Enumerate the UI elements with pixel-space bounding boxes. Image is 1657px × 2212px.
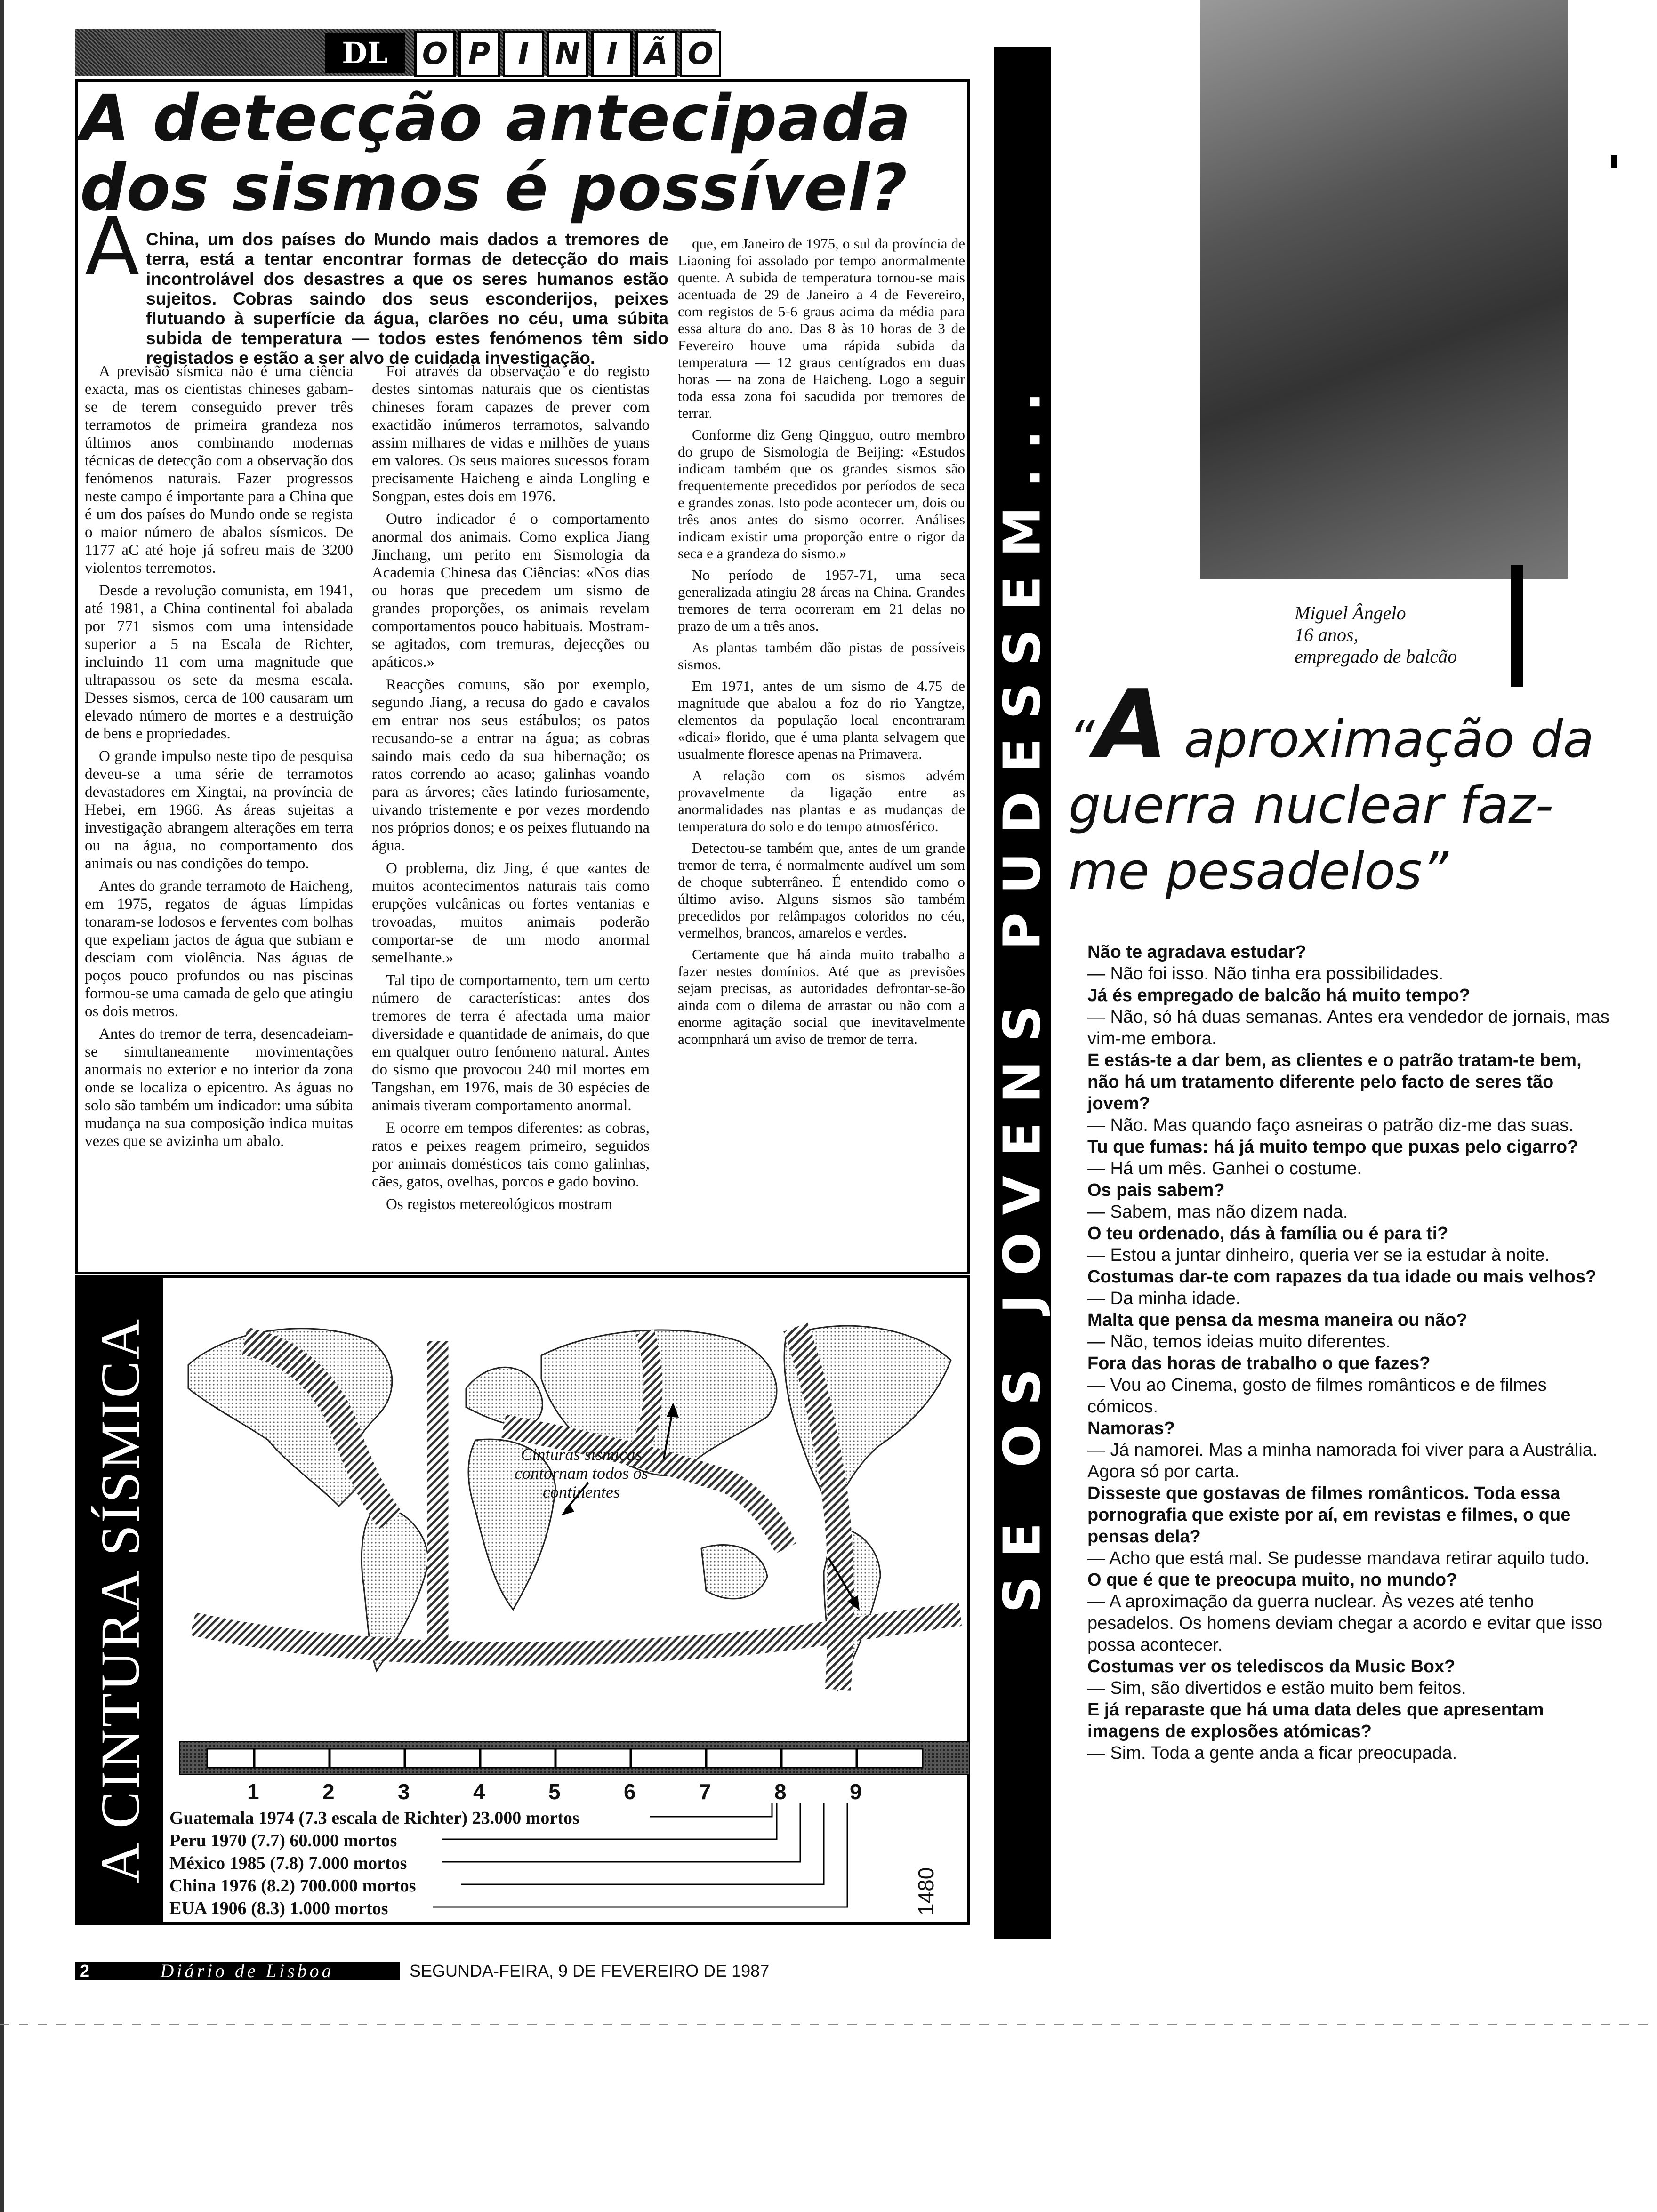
section-title — [414, 31, 724, 74]
quake-entry: EUA 1906 (8.3) 1.000 mortos — [169, 1899, 388, 1918]
paragraph: Antes do grande terramoto de Haicheng, em 1975, regatos de águas límpidas tonaram-se lodosos e ferventes com bolhas que expeliam jactos de água que subiam e desciam com violência. Nas águas de poços pouco profundos ou nas piscinas formou-se uma camada de gelo que atingiu os dois metros. — [85, 878, 353, 1020]
interview-question: Disseste que gostavas de filmes românticos. Toda essa pornografia que existe por aí, em revistas e filmes, o que pensas dela? — [1087, 1483, 1571, 1547]
portrait-photo — [1200, 0, 1568, 579]
photo-edge — [1511, 565, 1523, 687]
section-title-letter: I — [503, 31, 544, 77]
interview-question: O teu ordenado, dás à família ou é para ti? — [1087, 1224, 1448, 1243]
section-logo: DL — [325, 33, 405, 73]
paragraph: Antes do tremor de terra, desencadeiam-se simultaneamente movimentações anormais no exterior e no interior da zona onde se localiza o epicentro. As águas no solo são também um indicador: uma súbita mudança na sua composição indica muitas vezes que se avizinha um abalo. — [85, 1026, 353, 1150]
scale-number: 5 — [548, 1779, 561, 1804]
paragraph: As plantas também dão pistas de possíveis sismos. — [678, 639, 965, 673]
map-caption: Cinturas sísmicas contornam todos os continentes — [514, 1445, 648, 1501]
scale-number: 4 — [473, 1779, 485, 1804]
section-title-letter: O — [680, 31, 721, 77]
section-title-letter: Ã — [635, 31, 677, 77]
interview-question: Costumas dar-te com rapazes da tua idade ou mais velhos? — [1087, 1267, 1597, 1287]
paragraph: Outro indicador é o comportamento anormal dos animais. Como explica Jiang Jinchang, um perito em Sismologia da Academia Chinesa das Ciências: «Nos dias ou horas que precedem um sismo de grandes proporções, os animais revelam comportamentos pouco habituais. Mostram-se agitados, com tremuras, dejecções ou apáticos.» — [372, 511, 650, 671]
interview-question: Malta que pensa da mesma maneira ou não? — [1087, 1310, 1467, 1330]
scale-number: 6 — [624, 1779, 636, 1804]
paragraph: Desde a revolução comunista, em 1941, até 1981, a China continental foi abalada por 771 sismos com uma intensidade superior a 5 na Escala de Richter, incluindo 11 com uma magnitude que ultrapassou os sete da mesma escala. Desses sismos, cerca de 100 causaram um elevado número de mortes e a destruição de bens e propriedades. — [85, 582, 353, 742]
paragraph: A previsão sísmica não é uma ciência exacta, mas os cientistas chineses gabam-se de terem conseguido prever três terramotos de primeira grandeza nos últimos anos combinando modernas técnicas de detecção com a observação dos fenómenos naturais. Fazer progressos neste campo é importante para a China que é um dos países do Mundo onde se regista o maior número de abalos sísmicos. De 1177 aC até hoje já sofreu mais de 3200 violentos terremotos. — [85, 363, 353, 577]
caption-name: Miguel Ângelo — [1295, 602, 1406, 624]
pull-quote-text: aproximação da guerra nuclear faz-me pesadelos — [1069, 710, 1594, 901]
article-column-3 — [678, 235, 965, 1052]
interview-question: E já reparaste que há uma data deles que apresentam imagens de explosões atómicas? — [1087, 1700, 1544, 1741]
interview-answer: — Vou ao Cinema, gosto de filmes românticos e de filmes cómicos. — [1087, 1375, 1547, 1417]
interview-answer: — Da minha idade. — [1087, 1289, 1241, 1308]
scale-number: 7 — [699, 1779, 711, 1804]
paragraph: A relação com os sismos advém provavelmente da ligação entre as anormalidades nas plantas e as mudanças de temperatura do solo e do tempo atmosférico. — [678, 767, 965, 834]
ink-mark — [1611, 155, 1617, 168]
graphic-code: 1480 — [914, 1867, 938, 1915]
richter-scale-bar — [179, 1741, 970, 1775]
interview-question: Tu que fumas: há já muito tempo que puxas pelo cigarro? — [1087, 1137, 1578, 1157]
interview-answer: — Estou a juntar dinheiro, queria ver se ia estudar à noite. — [1087, 1245, 1550, 1265]
article-lead-text: China, um dos países do Mundo mais dados a tremores de terra, está a tentar encontrar formas de detecção do mais incontrolável dos desastres a que os seres humanos estão sujeitos. Cobras saindo dos seus esconderijos, peixes flutuando à superfície da água, clarões no céu, uma súbita subida de temperatura — todos estes fenómenos têm sido registados e estão a ser alvo de cuidada investigação. — [146, 230, 668, 368]
paragraph: Detectou-se também que, antes de um grande tremor de terra, é normalmente audível um som de choque subterrâneo. É entendido como o último aviso. Alguns sismos são também precedidos por relâmpagos coloridos no céu, vermelhos, brancos, amarelos e verdes. — [678, 840, 965, 941]
paragraph: E ocorre em tempos diferentes: as cobras, ratos e peixes reagem primeiro, seguidos por animais domésticos tais como galinhas, cães, gatos, ovelhas, porcos e gado bovino. — [372, 1120, 650, 1190]
scale-number: 9 — [850, 1779, 862, 1804]
paragraph: O grande impulso neste tipo de pesquisa deveu-se a uma série de terramotos devastadores em Xingtai, na província de Hebei, em 1966. As áreas sujeitas a investigação abrangem alterações em terra ou na água, no comportamento dos animais ou nas condições do tempo. — [85, 748, 353, 872]
vertical-title-text: SE OS JOVENS PUDESSEM... — [993, 373, 1052, 1613]
interview — [1087, 941, 1610, 1764]
interview-answer: — A aproximação da guerra nuclear. Às vezes até tenho pesadelos. Os homens deviam chegar a acordo e evitar que isso possa acontecer. — [1087, 1592, 1603, 1655]
interview-question: Não te agradava estudar? — [1087, 942, 1306, 962]
issue-date: SEGUNDA-FEIRA, 9 DE FEVEREIRO DE 1987 — [410, 1961, 770, 1980]
vertical-title — [994, 47, 1051, 1939]
interview-answer: — Há um mês. Ganhei o costume. — [1087, 1159, 1362, 1178]
paragraph: O problema, diz Jing, é que «antes de muitos acontecimentos naturais tais como erupções vulcânicas ou fortes ventanias e trovoadas, muitos animais poderão comportar-se de um modo anormal semelhante.» — [372, 860, 650, 966]
scale-number: 2 — [322, 1779, 335, 1804]
article-column-1 — [85, 362, 353, 1155]
paragraph: que, em Janeiro de 1975, o sul da província de Liaoning foi assolado por tempo anormalmente quente. A subida de temperatura tornou-se mais acentuada de 29 de Janeiro a 4 de Fevereiro, com registos de 5-6 graus acima da média para essa altura do ano. Das 8 às 10 horas de 3 de Fevereiro houve uma rápida subida da temperatura — 12 graus centígrados em duas horas — na zona de Haicheng. Logo a seguir toda essa zona foi sacudida por tremores de terrar. — [678, 235, 965, 421]
interview-answer: — Acho que está mal. Se pudesse mandava retirar aquilo tudo. — [1087, 1548, 1590, 1568]
pull-quote: “A aproximação da guerra nuclear faz-me pesadelos” — [1069, 670, 1594, 901]
pull-quote-initial: A — [1094, 670, 1168, 779]
paragraph: Foi através da observação e do registo destes sintomas naturais que os cientistas chineses foram capazes de prever com exactidão inúmeros terramotos, salvando assim milhares de vidas e milhões de yuans em valores. Os seus maiores sucessos foram precisamente Haicheng e ainda Longling e Songpan, estes dois em 1976. — [372, 363, 650, 505]
section-title-letter: O — [414, 31, 456, 77]
side-label — [78, 1278, 163, 1922]
paragraph: Tal tipo de comportamento, tem um certo número de características: antes dos tremores de terra é afectada uma maior diversidade e quantidade de animais, do que em qualquer outro fenómeno natural. Antes do sismo que provocou 240 mil mortes em Tangshan, em 1976, mais de 30 espécies de animais tiveram comportamento anormal. — [372, 972, 650, 1114]
photo-caption — [1295, 602, 1511, 667]
interview-question: Os pais sabem? — [1087, 1180, 1225, 1200]
paragraph: Os registos metereológicos mostram — [386, 1196, 613, 1213]
interview-question: Já és empregado de balcão há muito tempo? — [1087, 986, 1470, 1005]
caption-job: empregado de balcão — [1295, 646, 1457, 667]
quake-entry: Guatemala 1974 (7.3 escala de Richter) 23.000 mortos — [169, 1808, 579, 1828]
interview-answer: — Sabem, mas não dizem nada. — [1087, 1202, 1348, 1222]
caption-age: 16 anos, — [1295, 624, 1359, 645]
interview-question: O que é que te preocupa muito, no mundo? — [1087, 1570, 1457, 1590]
interview-question: Costumas ver os telediscos da Music Box? — [1087, 1657, 1456, 1676]
interview-answer: — Não, só há duas semanas. Antes era vendedor de jornais, mas vim-me embora. — [1087, 1007, 1609, 1049]
scale-number: 3 — [398, 1779, 410, 1804]
interview-answer: — Não foi isso. Não tinha era possibilidades. — [1087, 964, 1444, 984]
section-title-letter: N — [547, 31, 588, 77]
quake-entry: China 1976 (8.2) 700.000 mortos — [169, 1876, 416, 1896]
section-title-letter: P — [458, 31, 500, 77]
article-dropcap: A — [85, 200, 140, 294]
interview-answer: — Não, temos ideias muito diferentes. — [1087, 1332, 1391, 1352]
paragraph: No período de 1957-71, uma seca generalizada atingiu 28 áreas na China. Grandes tremores de terra ocorreram em 21 delas no prazo de um a três anos. — [678, 567, 965, 634]
newspaper-name: Diário de Lisboa — [160, 1960, 334, 1981]
scale-number: 8 — [774, 1779, 787, 1804]
interview-answer: — Já namorei. Mas a minha namorada foi viver para a Austrália. Agora só por carta. — [1087, 1440, 1598, 1482]
article-column-2 — [372, 362, 650, 1218]
side-label-text: A CINTURA SÍSMICA — [89, 1317, 151, 1883]
interview-question: Namoras? — [1087, 1419, 1175, 1438]
quake-entry: Peru 1970 (7.7) 60.000 mortos — [169, 1831, 397, 1851]
interview-answer: — Sim. Toda a gente anda a ficar preocupada. — [1087, 1743, 1457, 1763]
interview-answer: — Não. Mas quando faço asneiras o patrão diz-me das suas. — [1087, 1115, 1574, 1135]
interview-answer: — Sim, são divertidos e estão muito bem feitos. — [1087, 1678, 1466, 1698]
article-lead — [146, 230, 668, 368]
paragraph: Conforme diz Geng Qingguo, outro membro do grupo de Sismologia de Beijing: «Estudos indicam também que os grandes sismos são frequentemente precedidos por períodos de seca e grandes zonas. Isto pode acontecer um, dois ou três anos antes do sismo ocorrer. Análises indicam existir uma proporção entre o rigor da seca e a grandeza do sismo.» — [678, 426, 965, 561]
quake-entry: México 1985 (7.8) 7.000 mortos — [169, 1853, 407, 1873]
interview-question: Fora das horas de trabalho o que fazes? — [1087, 1354, 1431, 1373]
article-headline: A detecção antecipada dos sismos é possível? — [80, 81, 911, 225]
scale-number: 1 — [247, 1779, 259, 1804]
page-fold-line — [0, 2024, 1657, 2025]
section-title-letter: I — [591, 31, 633, 77]
page-edge — [0, 0, 4, 2212]
interview-question: E estás-te a dar bem, as clientes e o patrão tratam-te bem, não há um tratamento diferente pelo facto de seres tão jovem? — [1087, 1050, 1582, 1114]
paragraph: Certamente que há ainda muito trabalho a fazer nestes domínios. Até que as previsões sejam precisas, as autoridades defrontar-se-ão ainda com o dilema de arrastar ou não com a enorme agitação social que inevitavelmente acompnhará um aviso de tremor de terra. — [678, 946, 965, 1047]
page-number: 2 — [75, 1962, 94, 1980]
paragraph: Em 1971, antes de um sismo de 4.75 de magnitude que abalou a foz do rio Yangtze, elementos da população local encontraram «dicai» florido, que é uma planta selvagem que usualmente floresce apenas na Primavera. — [678, 678, 965, 762]
paragraph: Reacções comuns, são por exemplo, segundo Jiang, a recusa do gado e cavalos em entrar nos seus estábulos; os patos recusando-se a entrar na água; as cobras saindo mais cedo da sua hibernação; os ratos correndo ao acaso; galinhas voando para as árvores; cães latindo furiosamente, uivando tristemente e por vezes mordendo nos próprios donos; e os peixes flutuando na água. — [372, 676, 650, 854]
